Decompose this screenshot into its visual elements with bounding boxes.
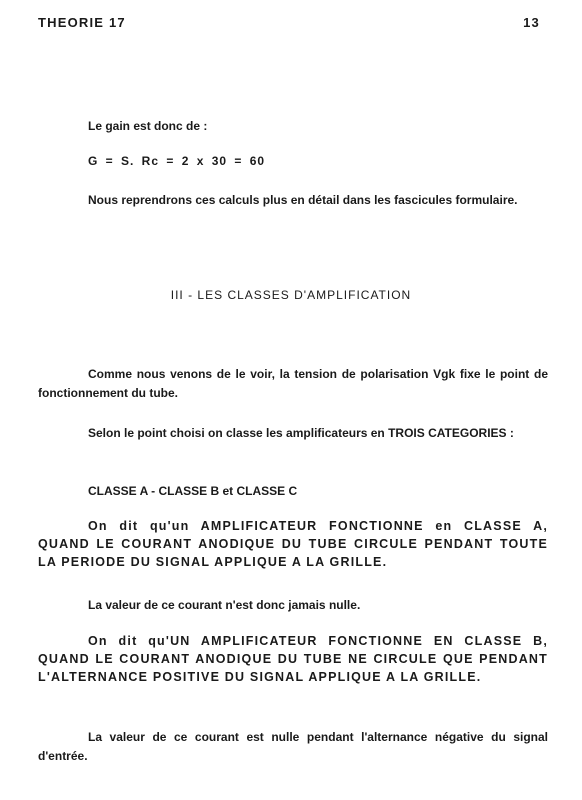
paragraph-classe-a-note: La valeur de ce courant n'est donc jamais nulle. (88, 598, 361, 612)
paragraph-classe-b (38, 632, 548, 686)
paragraph-gain-equation: G = S. Rc = 2 x 30 = 60 (88, 154, 266, 168)
paragraph-classe-b-note: La valeur de ce courant est nulle pendant l'alternance négative du signal d'entrée. (38, 730, 548, 763)
paragraph-gain-intro: Le gain est donc de : (88, 119, 208, 133)
section-title: III - LES CLASSES D'AMPLIFICATION (170, 288, 412, 302)
paragraph-classes-list: CLASSE A - CLASSE B et CLASSE C (88, 484, 298, 498)
classe-a-definition: QUAND LE COURANT ANODIQUE DU TUBE CIRCULE PENDANT TOUTE LA PERIODE DU SIGNAL APPLIQUE A LA GRILLE. (38, 537, 548, 569)
classe-b-definition: QUAND LE COURANT ANODIQUE DU TUBE NE CIRCULE QUE PENDANT L'ALTERNANCE POSITIVE DU SIGNAL APPLIQUE A LA GRILLE. (38, 652, 548, 684)
header-title: THEORIE 17 (38, 15, 126, 30)
paragraph-categories: Selon le point choisi on classe les amplificateurs en TROIS CATEGORIES : (88, 426, 514, 440)
page-number: 13 (523, 15, 540, 30)
page-header (38, 15, 540, 35)
paragraph-calculs: Nous reprendrons ces calculs plus en détail dans les fascicules formulaire. (88, 193, 518, 207)
paragraph-classe-a (38, 517, 548, 571)
classe-b-intro: On dit qu'UN AMPLIFICATEUR FONCTIONNE EN CLASSE B, (88, 634, 548, 648)
classe-a-intro: On dit qu'un AMPLIFICATEUR FONCTIONNE en CLASSE A, (88, 519, 548, 533)
paragraph-polarisation: Comme nous venons de le voir, la tension de polarisation Vgk fixe le point de fonctionnement du tube. (38, 367, 548, 400)
